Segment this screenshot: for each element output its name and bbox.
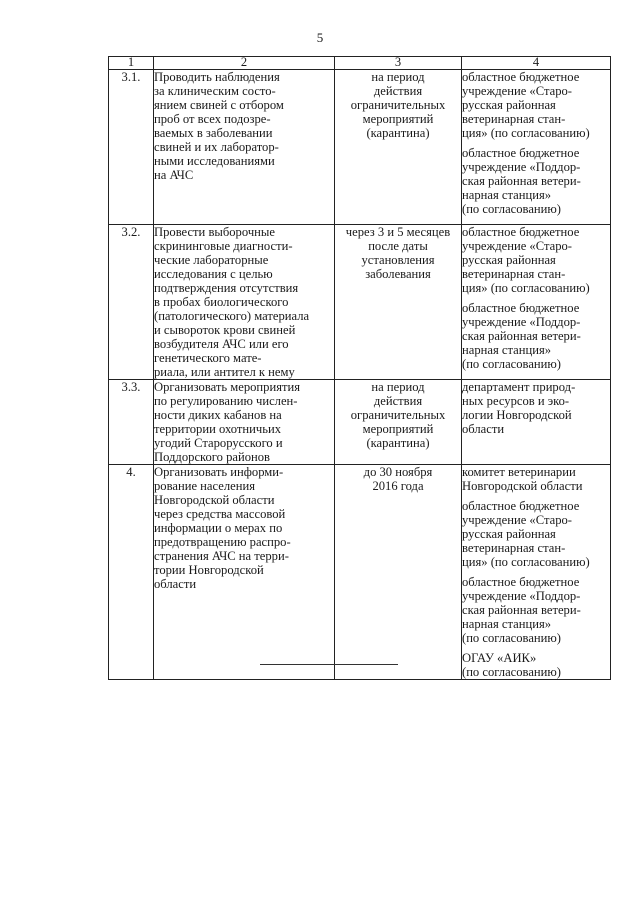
closing-rule [260, 664, 398, 665]
measures-table [108, 56, 611, 680]
header-row [109, 57, 611, 70]
table-row [109, 465, 611, 680]
executor-item: областное бюджетное учреждение «Поддор- ская районная ветери- нарная станция» (по согласованию) [462, 146, 581, 216]
deadline-text: на период действия ограничительных мероприятий (карантина) [335, 70, 462, 225]
table-row [109, 70, 611, 225]
executor-item: областное бюджетное учреждение «Старо- русская районная ветеринарная стан- ция» (по согласованию) [462, 70, 590, 140]
header-col-2: 2 [154, 57, 335, 70]
table-row [109, 225, 611, 380]
deadline-text: до 30 ноября 2016 года [335, 465, 462, 680]
executors-cell [462, 70, 611, 225]
header-col-4: 4 [462, 57, 611, 70]
executor-item: комитет ветеринарии Новгородской области [462, 465, 583, 493]
table-row [109, 380, 611, 465]
executor-item: департамент природ- ных ресурсов и эко- логии Новгородской области [462, 380, 576, 436]
executor-item: ОГАУ «АИК» (по согласованию) [462, 651, 562, 679]
row-number: 4. [109, 465, 154, 680]
executors-cell [462, 465, 611, 680]
row-number: 3.1. [109, 70, 154, 225]
executors-cell [462, 380, 611, 465]
executor-item: областное бюджетное учреждение «Старо- русская районная ветеринарная стан- ция» (по согласованию) [462, 499, 590, 569]
executor-item: областное бюджетное учреждение «Поддор- ская районная ветери- нарная станция» (по согласованию) [462, 575, 581, 645]
executor-item: областное бюджетное учреждение «Поддор- ская районная ветери- нарная станция» (по согласованию) [462, 301, 581, 371]
action-text: Организовать мероприятия по регулированию числен- ности диких кабанов на территории охотничьих угодий Старорусского и Поддорского районов [154, 380, 335, 465]
header-col-3: 3 [335, 57, 462, 70]
row-number: 3.2. [109, 225, 154, 380]
action-text: Организовать информи- рование населения Новгородской области через средства массовой информации о мерах по предотвращению распро- странения АЧС на терри- тории Новгородской области [154, 465, 335, 680]
row-number: 3.3. [109, 380, 154, 465]
executors-cell [462, 225, 611, 380]
page-number: 5 [316, 30, 324, 45]
action-text: Провести выборочные скрининговые диагности- ческие лабораторные исследования с целью подтверждения отсутствия в пробах биологического (патологического) материала и сывороток крови свиней возбудителя АЧС или его генетического мате- риала, или антител к нему [154, 225, 335, 380]
action-text: Проводить наблюдения за клиническим состо- янием свиней с отбором проб от всех подозре- ваемых в заболевании свиней и их лаборатор- ными исследованиями на АЧС [154, 70, 335, 225]
deadline-text: на период действия ограничительных мероприятий (карантина) [335, 380, 462, 465]
executor-item: областное бюджетное учреждение «Старо- русская районная ветеринарная стан- ция» (по согласованию) [462, 225, 590, 295]
header-col-1: 1 [109, 57, 154, 70]
deadline-text: через 3 и 5 месяцев после даты установления заболевания [335, 225, 462, 380]
